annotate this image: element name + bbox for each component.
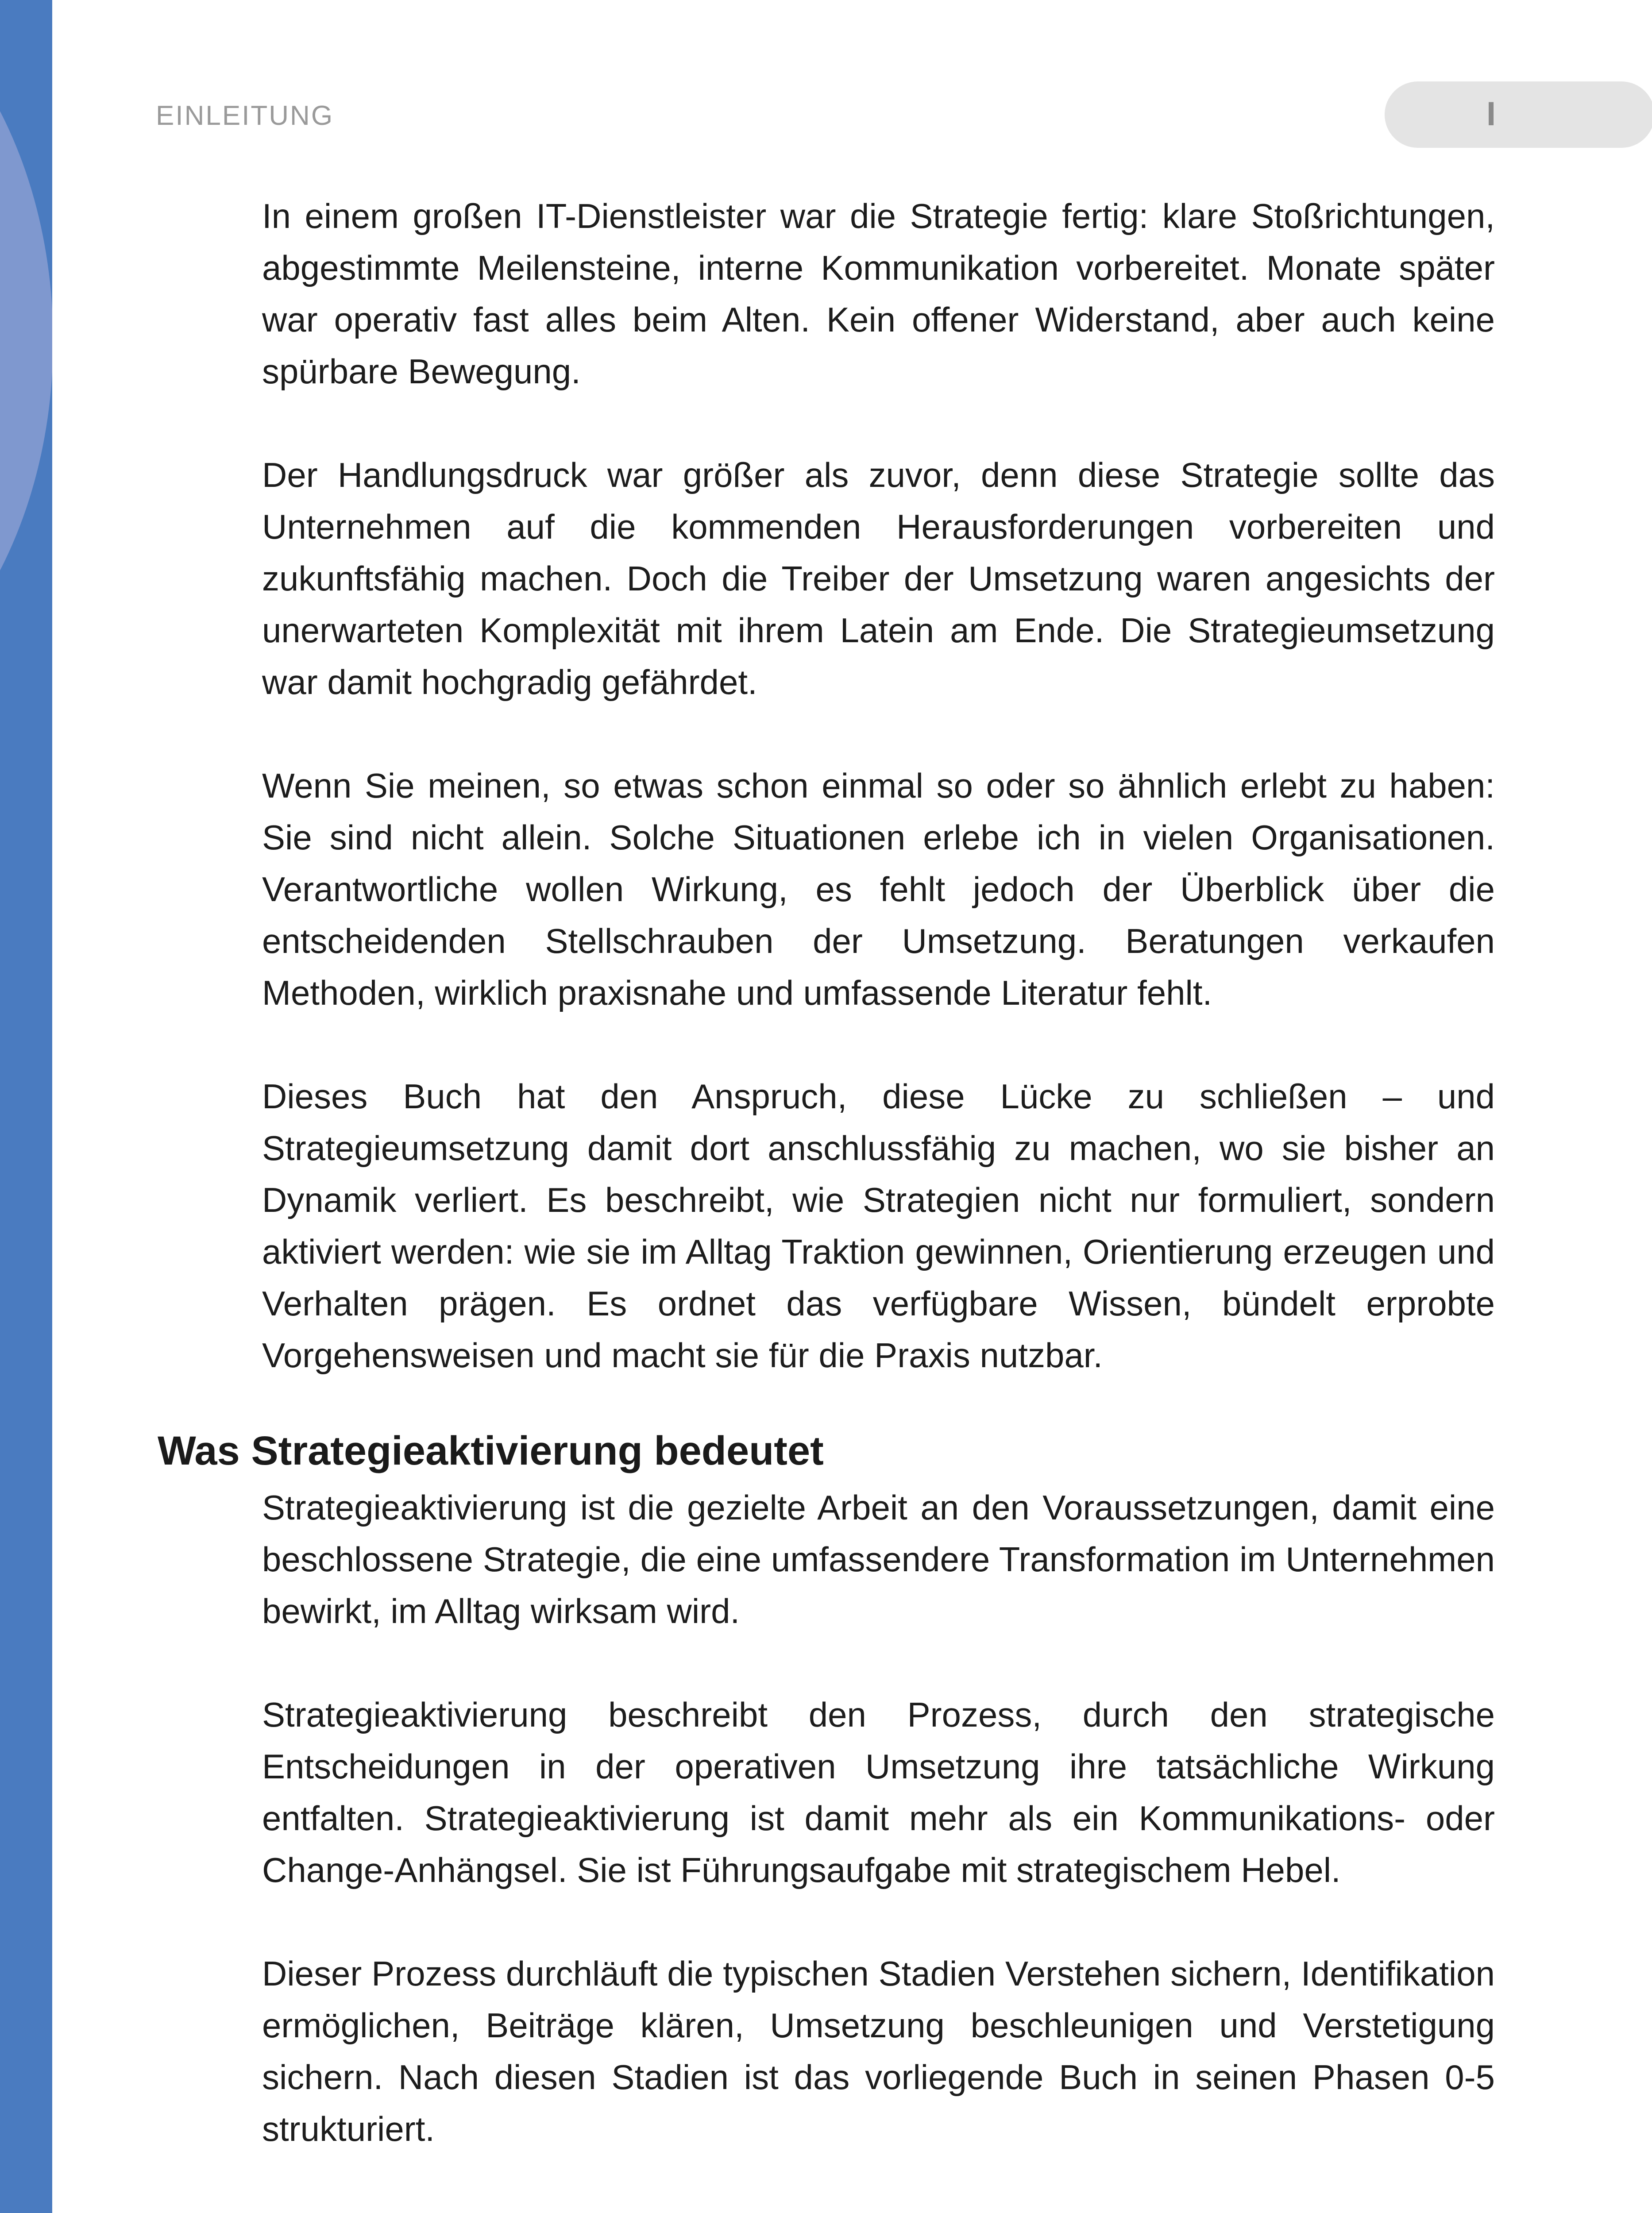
chapter-marker: I xyxy=(1486,95,1496,133)
section-heading: Was Strategieaktivierung bedeutet xyxy=(158,1428,824,1473)
section-paragraph: Strategieaktivierung beschreibt den Prozess, durch den strategische Entscheidungen in der operativen Umsetzung ihre tatsächliche Wirkung entfalten. Strategieaktivierung ist damit mehr als ein Kommunikations- oder Change-Anhängsel. Sie ist Führungsaufgabe mit strategischem Hebel. xyxy=(262,1695,1495,1889)
chapter-tab xyxy=(1385,81,1652,148)
intro-paragraph: Dieses Buch hat den Anspruch, diese Lücke zu schließen – und Strategieumsetzung damit dort anschlussfähig zu machen, wo sie bisher an Dynamik verliert. Es beschreibt, wie Strategien nicht nur formuliert, sondern aktiviert werden: wie sie im Alltag Traktion gewinnen, Orientierung erzeugen und Verhalten prägen. Es ordnet das verfügbare Wissen, bündelt erprobte Vorgehensweisen und macht sie für die Praxis nutzbar. xyxy=(262,1077,1495,1375)
side-color-band xyxy=(0,0,52,2213)
intro-paragraph: In einem großen IT-Dienstleister war die Strategie fertig: klare Stoßrichtungen, abgestimmte Meilensteine, interne Kommunikation vorbereitet. Monate später war operativ fast alles beim Alten. Kein offener Widerstand, aber auch keine spürbare Bewegung. xyxy=(262,197,1495,391)
intro-text-block xyxy=(262,190,1495,1381)
section-paragraph: Strategieaktivierung ist die gezielte Arbeit an den Voraussetzungen, damit eine beschlossene Strategie, die eine umfassendere Transformation im Unternehmen bewirkt, im Alltag wirksam wird. xyxy=(262,1488,1495,1631)
side-band-arc xyxy=(0,0,52,735)
intro-paragraph: Wenn Sie meinen, so etwas schon einmal so oder so ähnlich erlebt zu haben: Sie sind nicht allein. Solche Situationen erlebe ich in vielen Organisationen. Verantwortliche wollen Wirkung, es fehlt jedoch der Überblick über die entscheidenden Stellschrauben der Umsetzung. Beratungen verkaufen Methoden, wirklich praxisnahe und umfassende Literatur fehlt. xyxy=(262,766,1495,1012)
intro-paragraph: Der Handlungsdruck war größer als zuvor, denn diese Strategie sollte das Unternehmen auf die kommenden Herausforderungen vorbereiten und zukunftsfähig machen. Doch die Treiber der Umsetzung waren angesichts der unerwarteten Komplexität mit ihrem Latein am Ende. Die Strategieumsetzung war damit hochgradig gefährdet. xyxy=(262,455,1495,702)
running-head: EINLEITUNG xyxy=(156,100,334,131)
section-paragraph: Dieser Prozess durchläuft die typischen Stadien Verstehen sichern, Identifikation ermöglichen, Beiträge klären, Umsetzung beschleunigen und Verstetigung sichern. Nach diesen Stadien ist das vorliegende Buch in seinen Phasen 0-5 strukturiert. xyxy=(262,1954,1495,2148)
section-text-block xyxy=(262,1482,1495,2155)
